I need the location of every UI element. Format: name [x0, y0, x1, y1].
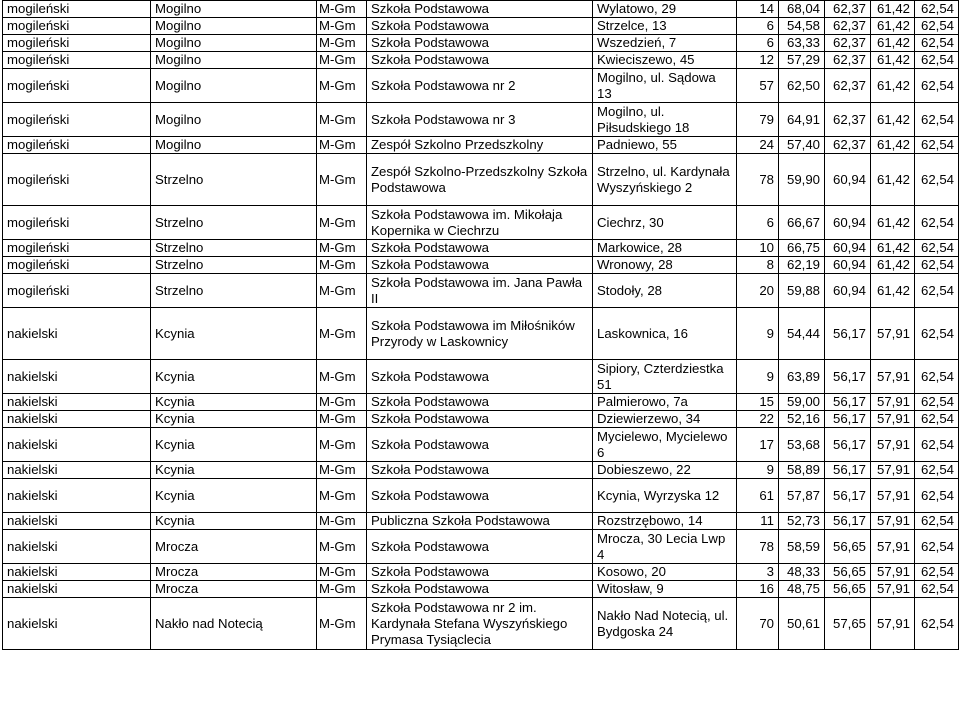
students-cell: 9: [737, 462, 779, 479]
address-cell: Strzelce, 13: [593, 18, 737, 35]
type-cell: M-Gm: [317, 428, 367, 462]
region-score-cell: 62,54: [915, 1, 959, 18]
district-cell: nakielski: [3, 308, 151, 360]
district-score-cell: 57,91: [871, 428, 915, 462]
type-cell: M-Gm: [317, 394, 367, 411]
municipality-cell: Mrocza: [151, 581, 317, 598]
address-cell: Mycielewo, Mycielewo 6: [593, 428, 737, 462]
school-name-cell: Szkoła Podstawowa nr 3: [367, 103, 593, 137]
school-score-cell: 58,89: [779, 462, 825, 479]
table-row: [3, 308, 959, 360]
students-cell: 61: [737, 479, 779, 513]
municipality-score-cell: 56,17: [825, 411, 871, 428]
table-row: [3, 462, 959, 479]
municipality-cell: Nakło nad Notecią: [151, 598, 317, 650]
table-row: [3, 18, 959, 35]
students-cell: 12: [737, 52, 779, 69]
district-cell: mogileński: [3, 240, 151, 257]
table-row: [3, 428, 959, 462]
municipality-score-cell: 60,94: [825, 154, 871, 206]
municipality-score-cell: 60,94: [825, 257, 871, 274]
municipality-score-cell: 56,17: [825, 394, 871, 411]
table-row: [3, 479, 959, 513]
table-body: [3, 1, 959, 650]
table-row: [3, 411, 959, 428]
region-score-cell: 62,54: [915, 257, 959, 274]
table-row: [3, 598, 959, 650]
municipality-cell: Kcynia: [151, 308, 317, 360]
address-cell: Witosław, 9: [593, 581, 737, 598]
school-name-cell: Szkoła Podstawowa: [367, 257, 593, 274]
district-cell: nakielski: [3, 394, 151, 411]
school-score-cell: 57,29: [779, 52, 825, 69]
region-score-cell: 62,54: [915, 308, 959, 360]
address-cell: Strzelno, ul. Kardynała Wyszyńskiego 2: [593, 154, 737, 206]
district-cell: nakielski: [3, 428, 151, 462]
district-cell: mogileński: [3, 35, 151, 52]
address-cell: Wronowy, 28: [593, 257, 737, 274]
type-cell: M-Gm: [317, 103, 367, 137]
address-cell: Wszedzień, 7: [593, 35, 737, 52]
district-score-cell: 57,91: [871, 411, 915, 428]
school-name-cell: Szkoła Podstawowa: [367, 35, 593, 52]
table-row: [3, 137, 959, 154]
district-score-cell: 57,91: [871, 513, 915, 530]
municipality-score-cell: 62,37: [825, 103, 871, 137]
district-cell: mogileński: [3, 52, 151, 69]
type-cell: M-Gm: [317, 35, 367, 52]
district-score-cell: 61,42: [871, 206, 915, 240]
district-score-cell: 57,91: [871, 530, 915, 564]
municipality-cell: Kcynia: [151, 479, 317, 513]
school-results-table: [2, 0, 959, 650]
region-score-cell: 62,54: [915, 35, 959, 52]
municipality-score-cell: 56,65: [825, 530, 871, 564]
municipality-cell: Mogilno: [151, 1, 317, 18]
school-name-cell: Szkoła Podstawowa: [367, 462, 593, 479]
type-cell: M-Gm: [317, 18, 367, 35]
school-score-cell: 63,89: [779, 360, 825, 394]
table-row: [3, 564, 959, 581]
region-score-cell: 62,54: [915, 274, 959, 308]
school-name-cell: Szkoła Podstawowa: [367, 581, 593, 598]
municipality-cell: Mogilno: [151, 52, 317, 69]
school-name-cell: Szkoła Podstawowa im Miłośników Przyrody w Laskownicy: [367, 308, 593, 360]
students-cell: 17: [737, 428, 779, 462]
municipality-cell: Kcynia: [151, 513, 317, 530]
school-score-cell: 66,75: [779, 240, 825, 257]
type-cell: M-Gm: [317, 513, 367, 530]
school-name-cell: Szkoła Podstawowa im. Mikołaja Kopernika w Ciechrzu: [367, 206, 593, 240]
region-score-cell: 62,54: [915, 428, 959, 462]
school-score-cell: 68,04: [779, 1, 825, 18]
municipality-score-cell: 62,37: [825, 137, 871, 154]
municipality-score-cell: 56,17: [825, 428, 871, 462]
school-score-cell: 62,19: [779, 257, 825, 274]
district-cell: mogileński: [3, 103, 151, 137]
district-score-cell: 57,91: [871, 598, 915, 650]
school-score-cell: 58,59: [779, 530, 825, 564]
municipality-score-cell: 56,65: [825, 581, 871, 598]
region-score-cell: 62,54: [915, 52, 959, 69]
district-score-cell: 57,91: [871, 394, 915, 411]
school-name-cell: Szkoła Podstawowa nr 2 im. Kardynała Stefana Wyszyńskiego Prymasa Tysiąclecia: [367, 598, 593, 650]
type-cell: M-Gm: [317, 462, 367, 479]
municipality-score-cell: 56,17: [825, 360, 871, 394]
district-cell: mogileński: [3, 206, 151, 240]
region-score-cell: 62,54: [915, 206, 959, 240]
region-score-cell: 62,54: [915, 462, 959, 479]
school-score-cell: 64,91: [779, 103, 825, 137]
school-score-cell: 53,68: [779, 428, 825, 462]
students-cell: 79: [737, 103, 779, 137]
region-score-cell: 62,54: [915, 69, 959, 103]
region-score-cell: 62,54: [915, 154, 959, 206]
type-cell: M-Gm: [317, 598, 367, 650]
region-score-cell: 62,54: [915, 530, 959, 564]
students-cell: 14: [737, 1, 779, 18]
school-name-cell: Zespół Szkolno Przedszkolny: [367, 137, 593, 154]
table-row: [3, 1, 959, 18]
students-cell: 9: [737, 308, 779, 360]
district-score-cell: 61,42: [871, 137, 915, 154]
district-score-cell: 61,42: [871, 274, 915, 308]
district-score-cell: 61,42: [871, 240, 915, 257]
region-score-cell: 62,54: [915, 394, 959, 411]
district-score-cell: 61,42: [871, 52, 915, 69]
students-cell: 24: [737, 137, 779, 154]
district-cell: nakielski: [3, 564, 151, 581]
school-score-cell: 57,87: [779, 479, 825, 513]
district-cell: mogileński: [3, 274, 151, 308]
school-name-cell: Szkoła Podstawowa: [367, 240, 593, 257]
type-cell: M-Gm: [317, 274, 367, 308]
school-name-cell: Szkoła Podstawowa: [367, 411, 593, 428]
region-score-cell: 62,54: [915, 360, 959, 394]
municipality-cell: Strzelno: [151, 154, 317, 206]
municipality-cell: Strzelno: [151, 240, 317, 257]
district-score-cell: 57,91: [871, 564, 915, 581]
district-cell: nakielski: [3, 462, 151, 479]
region-score-cell: 62,54: [915, 411, 959, 428]
municipality-score-cell: 62,37: [825, 1, 871, 18]
table-row: [3, 274, 959, 308]
address-cell: Stodoły, 28: [593, 274, 737, 308]
municipality-cell: Kcynia: [151, 360, 317, 394]
municipality-cell: Strzelno: [151, 257, 317, 274]
table-row: [3, 52, 959, 69]
students-cell: 78: [737, 530, 779, 564]
school-score-cell: 62,50: [779, 69, 825, 103]
municipality-cell: Kcynia: [151, 394, 317, 411]
school-name-cell: Szkoła Podstawowa im. Jana Pawła II: [367, 274, 593, 308]
municipality-cell: Kcynia: [151, 428, 317, 462]
students-cell: 8: [737, 257, 779, 274]
type-cell: M-Gm: [317, 257, 367, 274]
district-cell: nakielski: [3, 479, 151, 513]
region-score-cell: 62,54: [915, 581, 959, 598]
school-name-cell: Szkoła Podstawowa: [367, 360, 593, 394]
address-cell: Mogilno, ul. Piłsudskiego 18: [593, 103, 737, 137]
region-score-cell: 62,54: [915, 103, 959, 137]
municipality-cell: Mogilno: [151, 18, 317, 35]
district-cell: mogileński: [3, 69, 151, 103]
district-score-cell: 61,42: [871, 257, 915, 274]
school-score-cell: 66,67: [779, 206, 825, 240]
municipality-score-cell: 60,94: [825, 240, 871, 257]
school-score-cell: 52,16: [779, 411, 825, 428]
school-score-cell: 50,61: [779, 598, 825, 650]
type-cell: M-Gm: [317, 240, 367, 257]
type-cell: M-Gm: [317, 479, 367, 513]
address-cell: Mrocza, 30 Lecia Lwp 4: [593, 530, 737, 564]
district-cell: mogileński: [3, 154, 151, 206]
municipality-cell: Mrocza: [151, 564, 317, 581]
district-cell: mogileński: [3, 18, 151, 35]
district-score-cell: 57,91: [871, 479, 915, 513]
students-cell: 16: [737, 581, 779, 598]
municipality-score-cell: 60,94: [825, 206, 871, 240]
table-row: [3, 257, 959, 274]
table-row: [3, 360, 959, 394]
school-score-cell: 63,33: [779, 35, 825, 52]
district-score-cell: 61,42: [871, 154, 915, 206]
students-cell: 3: [737, 564, 779, 581]
address-cell: Mogilno, ul. Sądowa 13: [593, 69, 737, 103]
school-score-cell: 57,40: [779, 137, 825, 154]
students-cell: 6: [737, 18, 779, 35]
address-cell: Markowice, 28: [593, 240, 737, 257]
table-row: [3, 394, 959, 411]
district-score-cell: 57,91: [871, 581, 915, 598]
type-cell: M-Gm: [317, 581, 367, 598]
municipality-score-cell: 62,37: [825, 69, 871, 103]
region-score-cell: 62,54: [915, 137, 959, 154]
table-row: [3, 103, 959, 137]
municipality-cell: Strzelno: [151, 274, 317, 308]
students-cell: 15: [737, 394, 779, 411]
school-score-cell: 48,33: [779, 564, 825, 581]
address-cell: Wylatowo, 29: [593, 1, 737, 18]
school-score-cell: 52,73: [779, 513, 825, 530]
school-score-cell: 59,90: [779, 154, 825, 206]
table-row: [3, 35, 959, 52]
school-name-cell: Szkoła Podstawowa: [367, 428, 593, 462]
type-cell: M-Gm: [317, 206, 367, 240]
district-cell: mogileński: [3, 1, 151, 18]
district-score-cell: 57,91: [871, 462, 915, 479]
table-row: [3, 206, 959, 240]
students-cell: 22: [737, 411, 779, 428]
municipality-score-cell: 56,17: [825, 462, 871, 479]
district-cell: nakielski: [3, 513, 151, 530]
school-name-cell: Szkoła Podstawowa: [367, 564, 593, 581]
municipality-score-cell: 57,65: [825, 598, 871, 650]
district-cell: mogileński: [3, 257, 151, 274]
address-cell: Dziewierzewo, 34: [593, 411, 737, 428]
address-cell: Palmierowo, 7a: [593, 394, 737, 411]
table-row: [3, 530, 959, 564]
table-row: [3, 240, 959, 257]
address-cell: Laskownica, 16: [593, 308, 737, 360]
region-score-cell: 62,54: [915, 240, 959, 257]
school-name-cell: Szkoła Podstawowa: [367, 52, 593, 69]
type-cell: M-Gm: [317, 154, 367, 206]
district-score-cell: 61,42: [871, 69, 915, 103]
school-name-cell: Szkoła Podstawowa: [367, 1, 593, 18]
address-cell: Rozstrzębowo, 14: [593, 513, 737, 530]
table-row: [3, 69, 959, 103]
municipality-score-cell: 56,17: [825, 479, 871, 513]
region-score-cell: 62,54: [915, 513, 959, 530]
school-score-cell: 48,75: [779, 581, 825, 598]
school-name-cell: Publiczna Szkoła Podstawowa: [367, 513, 593, 530]
type-cell: M-Gm: [317, 564, 367, 581]
school-score-cell: 54,44: [779, 308, 825, 360]
school-score-cell: 54,58: [779, 18, 825, 35]
district-score-cell: 61,42: [871, 18, 915, 35]
municipality-score-cell: 62,37: [825, 35, 871, 52]
municipality-score-cell: 56,65: [825, 564, 871, 581]
school-name-cell: Szkoła Podstawowa: [367, 18, 593, 35]
school-name-cell: Szkoła Podstawowa: [367, 394, 593, 411]
students-cell: 20: [737, 274, 779, 308]
students-cell: 9: [737, 360, 779, 394]
school-name-cell: Szkoła Podstawowa nr 2: [367, 69, 593, 103]
type-cell: M-Gm: [317, 137, 367, 154]
address-cell: Kosowo, 20: [593, 564, 737, 581]
district-cell: nakielski: [3, 581, 151, 598]
municipality-cell: Kcynia: [151, 462, 317, 479]
region-score-cell: 62,54: [915, 479, 959, 513]
address-cell: Nakło Nad Notecią, ul. Bydgoska 24: [593, 598, 737, 650]
municipality-cell: Mogilno: [151, 35, 317, 52]
type-cell: M-Gm: [317, 1, 367, 18]
district-score-cell: 61,42: [871, 35, 915, 52]
district-cell: nakielski: [3, 598, 151, 650]
municipality-score-cell: 60,94: [825, 274, 871, 308]
address-cell: Kwieciszewo, 45: [593, 52, 737, 69]
school-name-cell: Szkoła Podstawowa: [367, 479, 593, 513]
district-cell: mogileński: [3, 137, 151, 154]
school-name-cell: Zespół Szkolno-Przedszkolny Szkoła Podstawowa: [367, 154, 593, 206]
address-cell: Padniewo, 55: [593, 137, 737, 154]
type-cell: M-Gm: [317, 411, 367, 428]
students-cell: 11: [737, 513, 779, 530]
school-score-cell: 59,00: [779, 394, 825, 411]
municipality-score-cell: 62,37: [825, 52, 871, 69]
students-cell: 70: [737, 598, 779, 650]
region-score-cell: 62,54: [915, 598, 959, 650]
type-cell: M-Gm: [317, 530, 367, 564]
municipality-cell: Mrocza: [151, 530, 317, 564]
students-cell: 10: [737, 240, 779, 257]
municipality-cell: Strzelno: [151, 206, 317, 240]
municipality-cell: Mogilno: [151, 137, 317, 154]
district-cell: nakielski: [3, 411, 151, 428]
municipality-cell: Kcynia: [151, 411, 317, 428]
municipality-score-cell: 62,37: [825, 18, 871, 35]
students-cell: 57: [737, 69, 779, 103]
district-score-cell: 57,91: [871, 360, 915, 394]
region-score-cell: 62,54: [915, 564, 959, 581]
address-cell: Kcynia, Wyrzyska 12: [593, 479, 737, 513]
type-cell: M-Gm: [317, 360, 367, 394]
municipality-cell: Mogilno: [151, 69, 317, 103]
type-cell: M-Gm: [317, 52, 367, 69]
students-cell: 6: [737, 206, 779, 240]
table-row: [3, 581, 959, 598]
district-score-cell: 61,42: [871, 103, 915, 137]
table-row: [3, 513, 959, 530]
address-cell: Sipiory, Czterdziestka 51: [593, 360, 737, 394]
region-score-cell: 62,54: [915, 18, 959, 35]
table-row: [3, 154, 959, 206]
municipality-score-cell: 56,17: [825, 308, 871, 360]
school-name-cell: Szkoła Podstawowa: [367, 530, 593, 564]
school-score-cell: 59,88: [779, 274, 825, 308]
address-cell: Dobieszewo, 22: [593, 462, 737, 479]
address-cell: Ciechrz, 30: [593, 206, 737, 240]
district-cell: nakielski: [3, 360, 151, 394]
district-score-cell: 57,91: [871, 308, 915, 360]
district-cell: nakielski: [3, 530, 151, 564]
municipality-cell: Mogilno: [151, 103, 317, 137]
municipality-score-cell: 56,17: [825, 513, 871, 530]
type-cell: M-Gm: [317, 69, 367, 103]
type-cell: M-Gm: [317, 308, 367, 360]
district-score-cell: 61,42: [871, 1, 915, 18]
students-cell: 78: [737, 154, 779, 206]
students-cell: 6: [737, 35, 779, 52]
